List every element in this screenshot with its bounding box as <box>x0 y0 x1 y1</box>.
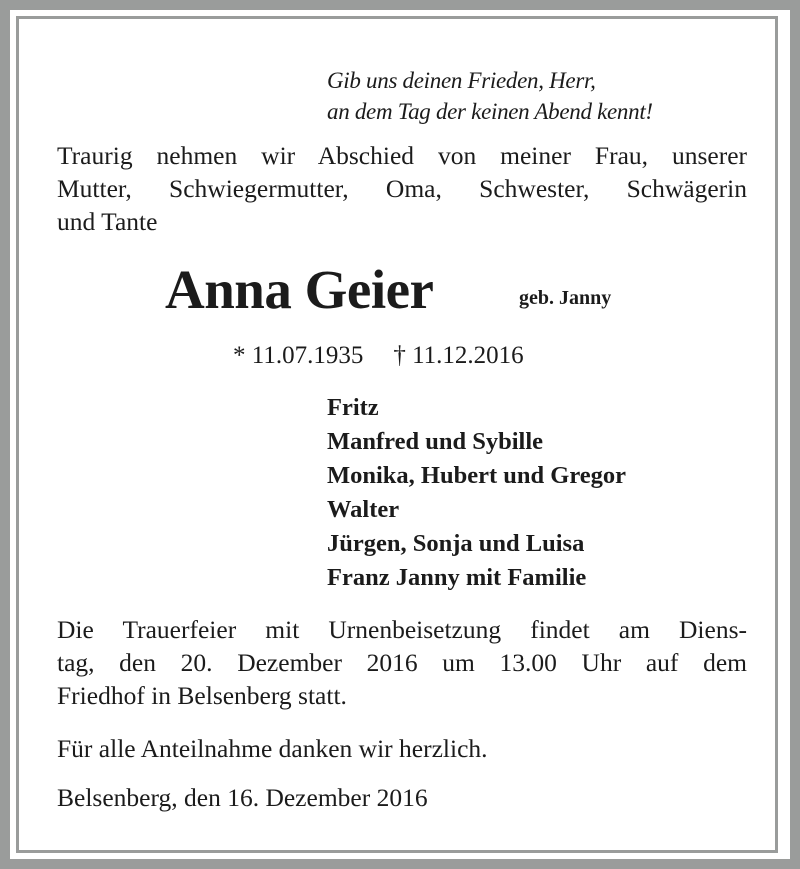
life-dates <box>233 342 524 370</box>
motto-quote <box>327 65 653 127</box>
intro-line-3: und Tante <box>57 207 158 236</box>
motto-line-2: an dem Tag der keinen Abend kennt! <box>327 99 653 124</box>
deceased-name: Anna Geier <box>165 259 434 320</box>
intro-line-2: Mutter, Schwiegermutter, Oma, Schwester, Schwägerin <box>57 174 747 203</box>
birth-name: geb. Janny <box>519 287 612 309</box>
ceremony-line-3: Friedhof in Belsenberg statt. <box>57 681 347 710</box>
intro-line-1: Traurig nehmen wir Abschied von meiner Frau, unserer <box>57 141 747 170</box>
obituary-frame <box>16 16 778 853</box>
place-date-line: Belsenberg, den 16. Dezember 2016 <box>57 783 428 812</box>
thanks-line: Für alle Anteilnahme danken wir herzlich. <box>57 734 488 763</box>
motto-line-1: Gib uns deinen Frieden, Herr, <box>327 68 596 93</box>
mourner: Jürgen, Sonja und Luisa <box>327 530 585 557</box>
mourner: Walter <box>327 496 400 523</box>
mourner: Franz Janny mit Familie <box>327 564 587 591</box>
obituary-sheet <box>10 10 790 859</box>
intro-paragraph <box>57 139 747 238</box>
mourner: Monika, Hubert und Gregor <box>327 462 627 489</box>
mourner: Manfred und Sybille <box>327 428 544 455</box>
mourner: Fritz <box>327 394 379 421</box>
ceremony-line-2: tag, den 20. Dezember 2016 um 13.00 Uhr auf dem <box>57 648 747 677</box>
birth-date: * 11.07.1935 <box>233 342 364 369</box>
mourners-list <box>327 391 626 595</box>
ceremony-line-1: Die Trauerfeier mit Urnenbeisetzung findet am Diens- <box>57 615 747 644</box>
death-date: † 11.12.2016 <box>393 342 524 369</box>
ceremony-paragraph <box>57 613 747 712</box>
